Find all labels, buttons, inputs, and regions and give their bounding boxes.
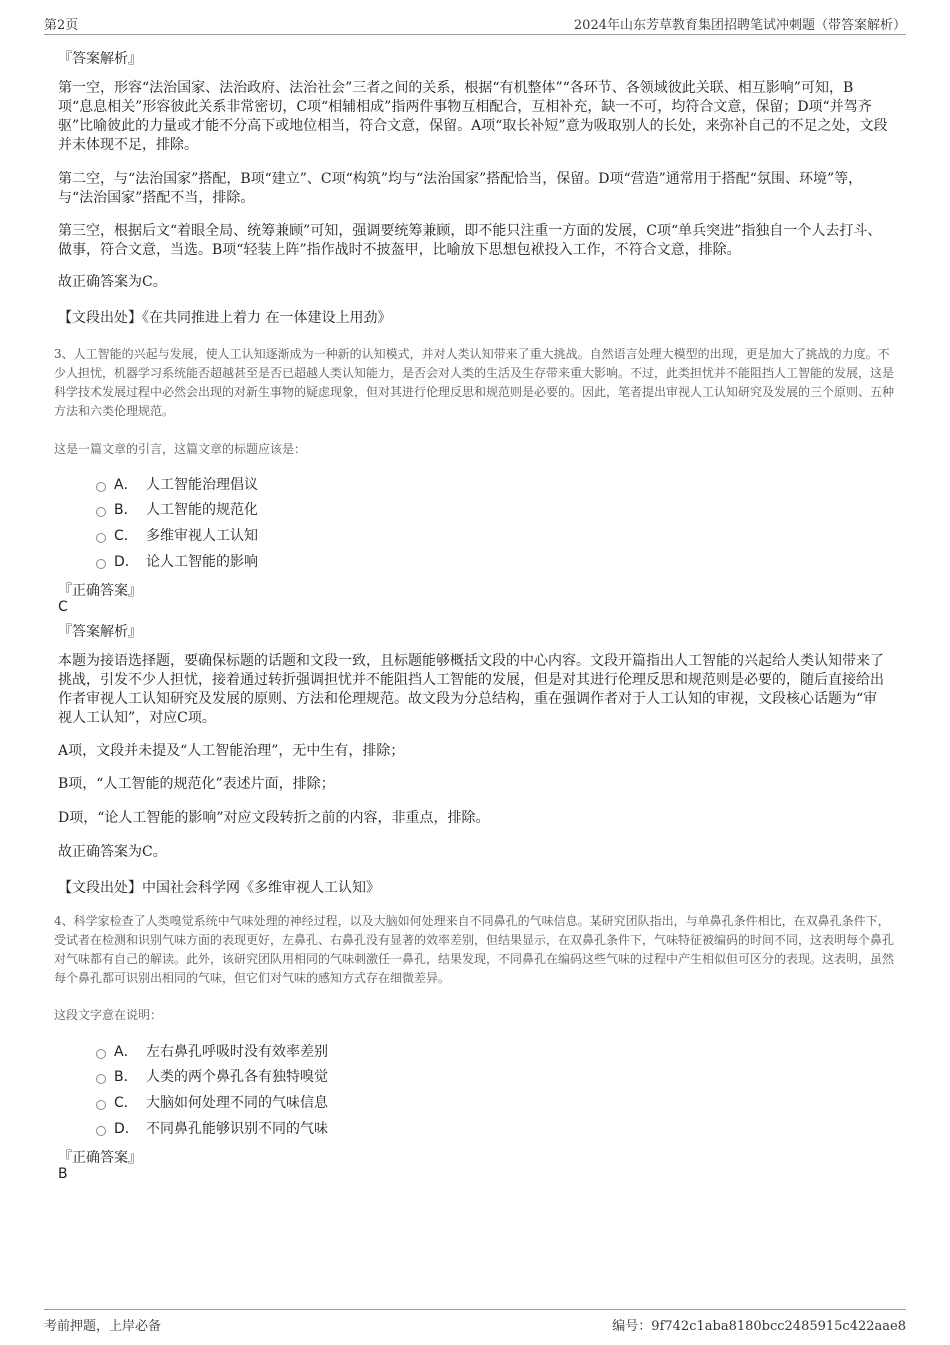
- q2-analysis-label: 『答案解析』: [58, 51, 142, 67]
- radio-icon[interactable]: [96, 533, 106, 543]
- q4-answer: B: [58, 1166, 68, 1182]
- radio-icon[interactable]: [96, 1074, 106, 1084]
- q3-option-c[interactable]: C． 多维审视人工认知: [96, 525, 258, 545]
- q4-option-c[interactable]: C． 大脑如何处理不同的气味信息: [96, 1092, 328, 1112]
- radio-icon[interactable]: [96, 482, 106, 492]
- q3-analysis-label: 『答案解析』: [58, 624, 142, 640]
- q4-answer-label: 『正确答案』: [58, 1150, 142, 1166]
- q2-analysis-p1: 第一空，形容“法治国家、法治政府、法治社会”三者之间的关系，根据“有机整体”“各环节、各领域彼此关联、相互影响”可知，B项“息息相关”形容彼此关系非常密切，C项“相辅相成”指两件事物互相配合，互相补充，缺一不可，均符合文意，保留；D项“并驾齐驱”比喻彼此的力量或才能不分高下或地位相当，符合文意，保留。A项“取长补短”意为吸取别人的长处，来弥补自己的不足之处，文段并未体现不足，排除。: [58, 80, 888, 153]
- q4-option-b[interactable]: B． 人类的两个鼻孔各有独特嗅觉: [96, 1066, 328, 1086]
- radio-icon[interactable]: [96, 1049, 106, 1059]
- q4-stem: 这段文字意在说明：: [54, 1008, 163, 1022]
- q3-option-d[interactable]: D． 论人工智能的影响: [96, 551, 258, 571]
- q4-text: 4、科学家检查了人类嗅觉系统中气味处理的神经过程，以及大脑如何处理来自不同鼻孔的气味信息。某研究团队指出，与单鼻孔条件相比，在双鼻孔条件下，受试者在检测和识别气味方面的表现更好，左鼻孔、右鼻孔没有显著的效率差别，但结果显示，在双鼻孔条件下，气味特征被编码的时间不同，这表明每个鼻孔对气味都有自己的解读。此外，该研究团队用相同的气味刺激任一鼻孔，结果发现，不同鼻孔在编码这些气味的过程中产生相似但可区分的表现。这表明，虽然每个鼻孔都可识别出相同的气味，但它们对气味的感知方式存在细微差异。: [54, 914, 895, 985]
- q3-analysis-p2: A项，文段并未提及“人工智能治理”，无中生有，排除；: [58, 743, 405, 759]
- q3-answer-label: 『正确答案』: [58, 583, 142, 599]
- page-header: [44, 12, 906, 35]
- radio-icon[interactable]: [96, 1126, 106, 1136]
- radio-icon[interactable]: [96, 507, 106, 517]
- q2-analysis-conclusion: 故正确答案为C。: [58, 274, 167, 290]
- q3-analysis-p1: 本题为接语选择题，要确保标题的话题和文段一致，且标题能够概括文段的中心内容。文段开篇指出人工智能的兴起给人类认知带来了挑战，引发不少人担忧，接着通过转折强调担忧并不能阻挡人工智能的发展，但是对其进行伦理反思和规范则是必要的，随后直接给出作者审视人工认知研究及发展的原则、方法和伦理规范。故文段为分总结构，重在强调作者对于人工认知的审视，文段核心话题为“审视人工认知”，对应C项。: [58, 653, 884, 726]
- q3-source: 【文段出处】中国社会科学网《多维审视人工认知》: [58, 880, 380, 896]
- document-code: 编号：9f742c1aba8180bcc2485915c422aae8: [612, 1319, 906, 1334]
- q3-analysis-p3: B项，“人工智能的规范化”表述片面，排除；: [58, 776, 335, 792]
- document-title: 2024年山东芳草教育集团招聘笔试冲刺题（带答案解析）: [573, 18, 906, 33]
- q4-option-a[interactable]: A． 左右鼻孔呼吸时没有效率差别: [96, 1041, 328, 1061]
- radio-icon[interactable]: [96, 1100, 106, 1110]
- q2-analysis-p2: 第二空，与“法治国家”搭配，B项“建立”、C项“构筑”均与“法治国家”搭配恰当，保留。D项“营造”通常用于搭配“氛围、环境”等，与“法治国家”搭配不当，排除。: [58, 171, 863, 206]
- q2-analysis-p3: 第三空，根据后文“着眼全局、统筹兼顾”可知，强调要统筹兼顾，即不能只注重一方面的发展，C项“单兵突进”指独自一个人去打斗、做事，符合文意，当选。B项“轻装上阵”指作战时不披盔甲，比喻放下思想包袱投入工作，不符合文意，排除。: [58, 223, 882, 258]
- q2-source: 【文段出处】《在共同推进上着力 在一体建设上用劲》: [58, 310, 392, 326]
- q3-option-a[interactable]: A． 人工智能治理倡议: [96, 474, 258, 494]
- page-footer: [44, 1309, 906, 1336]
- q3-text: 3、人工智能的兴起与发展，使人工认知逐渐成为一种新的认知模式，并对人类认知带来了重大挑战。自然语言处理大模型的出现，更是加大了挑战的力度。不少人担忧，机器学习系统能否超越甚至是否已超越人类认知能力，是否会对人类的生活及生存带来重大影响。不过，此类担忧并不能阻挡人工智能的发展，这是科学技术发展过程中必然会出现的对新生事物的疑虑现象，但对其进行伦理反思和规范则是必要的。因此，笔者提出审视人工认知研究及发展的三个原则、五种方法和六类伦理规范。: [54, 347, 895, 418]
- q4-option-d[interactable]: D． 不同鼻孔能够识别不同的气味: [96, 1118, 328, 1138]
- q3-stem: 这是一篇文章的引言，这篇文章的标题应该是：: [54, 442, 307, 456]
- q3-analysis-p4: D项，“论人工智能的影响”对应文段转折之前的内容，非重点，排除。: [58, 810, 490, 826]
- q3-answer: C: [58, 599, 68, 615]
- footer-slogan: 考前押题，上岸必备: [44, 1319, 162, 1334]
- radio-icon[interactable]: [96, 559, 106, 569]
- q3-analysis-conclusion: 故正确答案为C。: [58, 844, 167, 860]
- q3-option-b[interactable]: B． 人工智能的规范化: [96, 499, 258, 519]
- page-number: 第2页: [44, 18, 79, 33]
